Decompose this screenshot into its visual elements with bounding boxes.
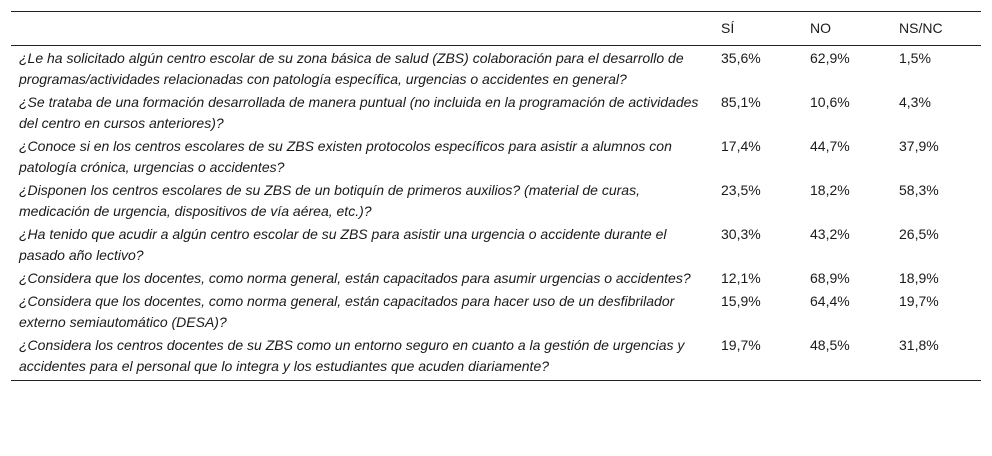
table-row — [11, 46, 981, 92]
nsnc-cell: 37,9% — [899, 138, 939, 154]
no-cell: 10,6% — [810, 94, 850, 110]
no-cell: 64,4% — [810, 293, 850, 309]
table-row — [11, 179, 981, 223]
header-row — [11, 12, 981, 46]
table-row — [11, 267, 981, 290]
header-no: NO — [810, 20, 831, 36]
nsnc-cell: 18,9% — [899, 270, 939, 286]
header-question — [11, 12, 713, 46]
no-cell: 48,5% — [810, 337, 850, 353]
no-cell: 43,2% — [810, 226, 850, 242]
table-row — [11, 334, 981, 381]
nsnc-cell: 19,7% — [899, 293, 939, 309]
question-cell: ¿Considera que los docentes, como norma general, están capacitados para hacer uso de un desfibrilador externo semiautomático (DESA)? — [19, 293, 675, 330]
question-cell: ¿Disponen los centros escolares de su ZBS de un botiquín de primeros auxilios? (material de curas, medicación de urgencia, dispositivos de vía aérea, etc.)? — [19, 182, 640, 219]
si-cell: 17,4% — [721, 138, 761, 154]
survey-results-table — [11, 11, 981, 381]
question-cell: ¿Le ha solicitado algún centro escolar de su zona básica de salud (ZBS) colaboración para el desarrollo de programas/actividades relacionadas con patología específica, urgencias o accidentes en general? — [19, 50, 684, 87]
survey-table-container — [11, 11, 981, 381]
question-cell: ¿Ha tenido que acudir a algún centro escolar de su ZBS para asistir una urgencia o accidente durante el pasado año lectivo? — [19, 226, 667, 263]
si-cell: 15,9% — [721, 293, 761, 309]
nsnc-cell: 1,5% — [899, 50, 931, 66]
header-si: SÍ — [721, 20, 735, 36]
nsnc-cell: 31,8% — [899, 337, 939, 353]
question-cell: ¿Conoce si en los centros escolares de su ZBS existen protocolos específicos para asistir a alumnos con patología crónica, urgencias o accidentes? — [19, 138, 672, 175]
no-cell: 18,2% — [810, 182, 850, 198]
si-cell: 85,1% — [721, 94, 761, 110]
nsnc-cell: 26,5% — [899, 226, 939, 242]
question-cell: ¿Se trataba de una formación desarrollada de manera puntual (no incluida en la programación de actividades del centro en cursos anteriores)? — [19, 94, 699, 131]
si-cell: 30,3% — [721, 226, 761, 242]
header-nsnc: NS/NC — [899, 20, 943, 36]
no-cell: 44,7% — [810, 138, 850, 154]
si-cell: 23,5% — [721, 182, 761, 198]
table-header — [11, 12, 981, 46]
nsnc-cell: 4,3% — [899, 94, 931, 110]
table-row — [11, 290, 981, 334]
question-cell: ¿Considera que los docentes, como norma general, están capacitados para asumir urgencias o accidentes? — [19, 270, 691, 286]
question-cell: ¿Considera los centros docentes de su ZBS como un entorno seguro en cuanto a la gestión de urgencias y accidentes para el personal que lo integra y los estudiantes que acuden diariamente? — [19, 337, 685, 374]
si-cell: 19,7% — [721, 337, 761, 353]
table-row — [11, 223, 981, 267]
si-cell: 35,6% — [721, 50, 761, 66]
no-cell: 68,9% — [810, 270, 850, 286]
nsnc-cell: 58,3% — [899, 182, 939, 198]
table-row — [11, 135, 981, 179]
table-row — [11, 91, 981, 135]
si-cell: 12,1% — [721, 270, 761, 286]
table-body — [11, 46, 981, 381]
no-cell: 62,9% — [810, 50, 850, 66]
